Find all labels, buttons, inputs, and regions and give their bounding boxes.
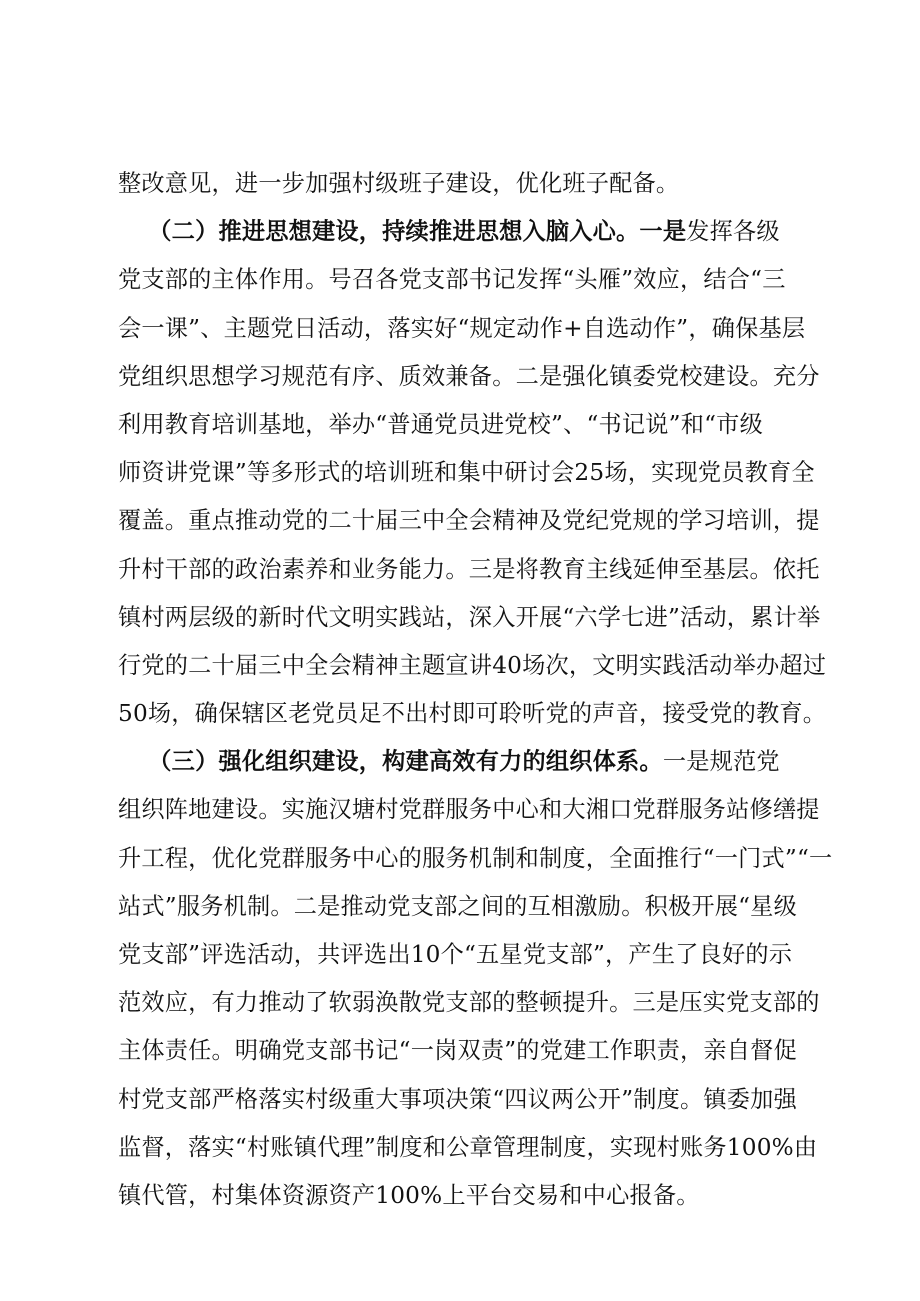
line-text: 升村干部的政治素养和业务能力。三是将教育主线延伸至基层。依托 (118, 555, 820, 583)
text-line (118, 208, 814, 256)
text-line (118, 546, 820, 594)
text-line (118, 979, 820, 1027)
text-line (118, 594, 821, 642)
text-line (118, 160, 814, 208)
text-line (118, 1172, 814, 1220)
line-text: 党支部”评选活动，共评选出10个“五星党支部”，产生了良好的示 (118, 941, 793, 968)
text-line (118, 1076, 814, 1124)
line-text: 覆盖。重点推动党的二十届三中全会精神及党纪党规的学习培训，提 (118, 507, 820, 535)
document-body (118, 160, 833, 1220)
line-text: 主体责任。明确党支部书记“一岗双责”的党建工作职责，亲自督促 (118, 1037, 797, 1065)
line-text: 党组织思想学习规范有序、质效兼备。二是强化镇委党校建设。充分 (118, 362, 820, 390)
line-text: 站式”服务机制。二是推动党支部之间的互相激励。积极开展“星级 (118, 892, 797, 920)
line-text: 发挥各级 (686, 218, 780, 246)
text-line (118, 1027, 814, 1075)
line-text: 党支部的主体作用。号召各党支部书记发挥“头雁”效应，结合“三 (118, 266, 786, 294)
line-text: 行党的二十届三中全会精神主题宣讲40场次，文明实践活动举办超过 (118, 651, 827, 679)
bold-heading: （二）推进思想建设，持续推进思想入脑入心。一是 (148, 218, 687, 246)
text-line (118, 642, 827, 690)
line-text: 村党支部严格落实村级重大事项决策“四议两公开”制度。镇委加强 (118, 1085, 797, 1113)
line-text: 升工程，优化党群服务中心的服务机制和制度，全面推行“一门式”“一 (118, 844, 833, 872)
line-text: 会一课”、主题党日活动，落实好“规定动作+自选动作”，确保基层 (118, 314, 806, 342)
line-text: 镇代管，村集体资源资产100%上平台交易和中心报备。 (118, 1181, 700, 1209)
line-text: 镇村两层级的新时代文明实践站，深入开展“六学七进”活动，累计举 (118, 603, 821, 631)
line-text: 组织阵地建设。实施汉塘村党群服务中心和大湘口党群服务站修缮提 (118, 796, 820, 824)
text-line (118, 401, 814, 449)
text-line (118, 256, 814, 304)
text-line (118, 786, 820, 834)
line-text: 一是规范党 (662, 748, 780, 776)
text-line (118, 835, 833, 883)
text-line (118, 883, 814, 931)
line-text: 监督，落实“村账镇代理”制度和公章管理制度，实现村账务100%由 (118, 1133, 818, 1161)
text-line (118, 305, 814, 353)
line-text: 师资讲党课”等多形式的培训班和集中研讨会25场，实现党员教育全 (118, 459, 815, 487)
text-line (118, 931, 814, 979)
line-text: 范效应，有力推动了软弱涣散党支部的整顿提升。三是压实党支部的 (118, 989, 820, 1017)
text-line (118, 449, 814, 497)
text-line (118, 738, 814, 786)
bold-heading: （三）强化组织建设，构建高效有力的组织体系。 (148, 748, 663, 776)
text-line (118, 690, 827, 738)
line-text: 50场，确保辖区老党员足不出村即可聆听党的声音，接受党的教育。 (118, 700, 827, 728)
line-text: 整改意见，进一步加强村级班子建设，优化班子配备。 (118, 170, 680, 197)
text-line (118, 353, 820, 401)
text-line (118, 497, 820, 545)
line-text: 利用教育培训基地，举办“普通党员进党校”、“书记说”和“市级 (118, 410, 763, 438)
text-line (118, 1124, 818, 1172)
